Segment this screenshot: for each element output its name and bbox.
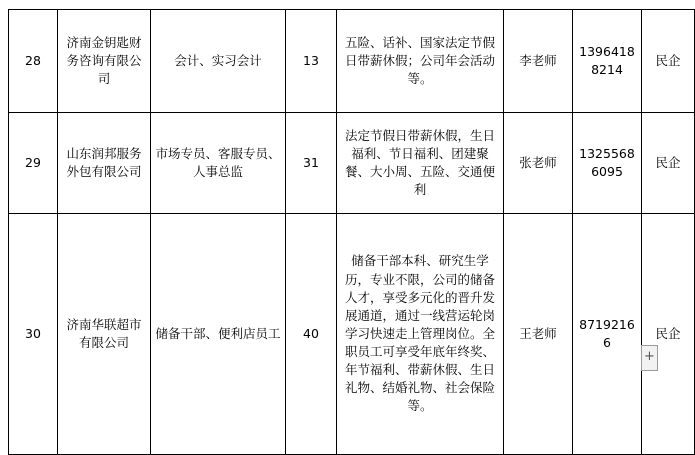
row-company: 济南华联超市有限公司	[58, 214, 151, 455]
row-type: 民企	[642, 113, 695, 214]
row-position: 会计、实习会计	[151, 10, 286, 113]
row-company: 济南金钥匙财务咨询有限公司	[58, 10, 151, 113]
row-benefit: 五险、话补、国家法定节假日带薪休假；公司年会活动等。	[337, 10, 504, 113]
row-index: 30	[9, 214, 58, 455]
row-position: 市场专员、客服专员、人事总监	[151, 113, 286, 214]
row-count: 31	[286, 113, 337, 214]
row-benefit: 法定节假日带薪休假，生日福利、节日福利、团建聚餐、大小周、五险、交通便利	[337, 113, 504, 214]
row-company: 山东润邦服务外包有限公司	[58, 113, 151, 214]
zoom-in-icon[interactable]: +	[641, 345, 658, 371]
row-phone: 87192166	[573, 214, 642, 455]
row-index: 29	[9, 113, 58, 214]
row-benefit: 储备干部本科、研究生学历，专业不限，公司的储备人才，享受多元化的晋升发展通道，通过一线营运轮岗学习快速走上管理岗位。全职员工可享受年底年终奖、年节福利、带薪休假、生日礼物、结婚礼物、社会保险等。	[337, 214, 504, 455]
row-count: 13	[286, 10, 337, 113]
row-phone: 13255686095	[573, 113, 642, 214]
row-contact: 张老师	[504, 113, 573, 214]
row-type: 民企	[642, 214, 695, 455]
row-position: 储备干部、便利店员工	[151, 214, 286, 455]
table-row	[9, 113, 695, 214]
row-count: 40	[286, 214, 337, 455]
row-type: 民企	[642, 10, 695, 113]
row-contact: 王老师	[504, 214, 573, 455]
row-contact: 李老师	[504, 10, 573, 113]
table-row	[9, 10, 695, 113]
row-index: 28	[9, 10, 58, 113]
row-phone: 13964188214	[573, 10, 642, 113]
recruitment-table	[8, 9, 695, 455]
table-row	[9, 214, 695, 455]
